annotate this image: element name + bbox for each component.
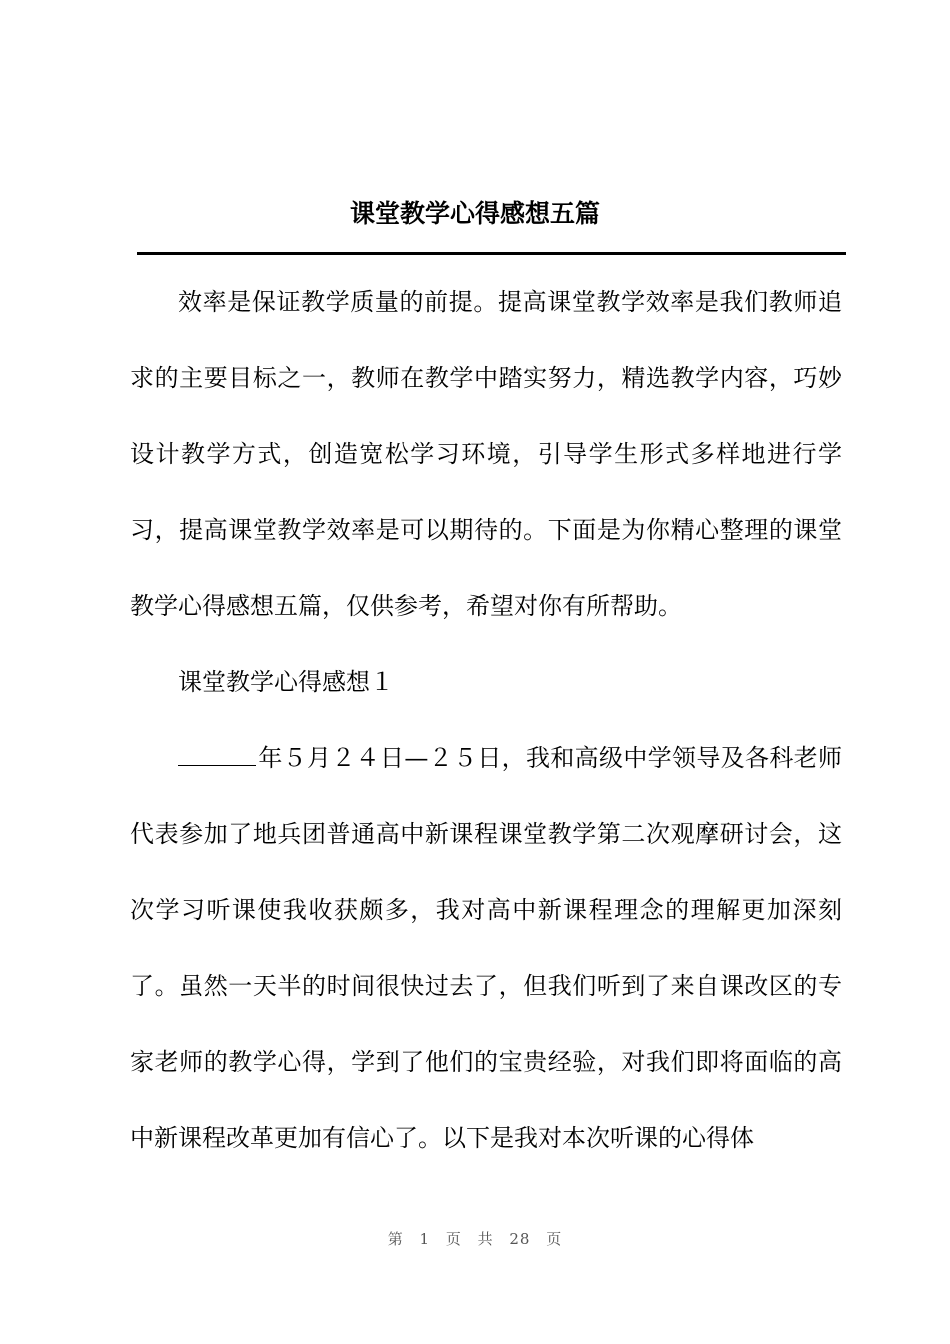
- document-body: [130, 264, 842, 1176]
- section-heading: 课堂教学心得感想１: [178, 668, 394, 696]
- intro-paragraph: 效率是保证教学质量的前提。提高课堂教学效率是我们教师追求的主要目标之一，教师在教学中踏实努力，精选教学内容，巧妙设计教学方式，创造宽松学习环境，引导学生形式多样地进行学习，提高课堂教学效率是可以期待的。下面是为你精心整理的课堂教学心得感想五篇，仅供参考，希望对你有所帮助。: [130, 288, 842, 620]
- document-title: 课堂教学心得感想五篇: [349, 199, 600, 228]
- section-paragraph: [130, 720, 842, 1176]
- title-divider: [137, 252, 846, 255]
- section-paragraph-text: 年５月２４日—２５日，我和高级中学领导及各科老师代表参加了地兵团普通高中新课程课堂教学第二次观摩研讨会，这次学习听课使我收获颇多，我对高中新课程理念的理解更加深刻了。虽然一天半的时间很快过去了，但我们听到了来自课改区的专家老师的教学心得，学到了他们的宝贵经验，对我们即将面临的高中新课程改革更加有信心了。以下是我对本次听课的心得体: [130, 744, 842, 1152]
- year-blank: [178, 743, 256, 766]
- page-footer: 第 1 页 共 28 页: [387, 1230, 563, 1248]
